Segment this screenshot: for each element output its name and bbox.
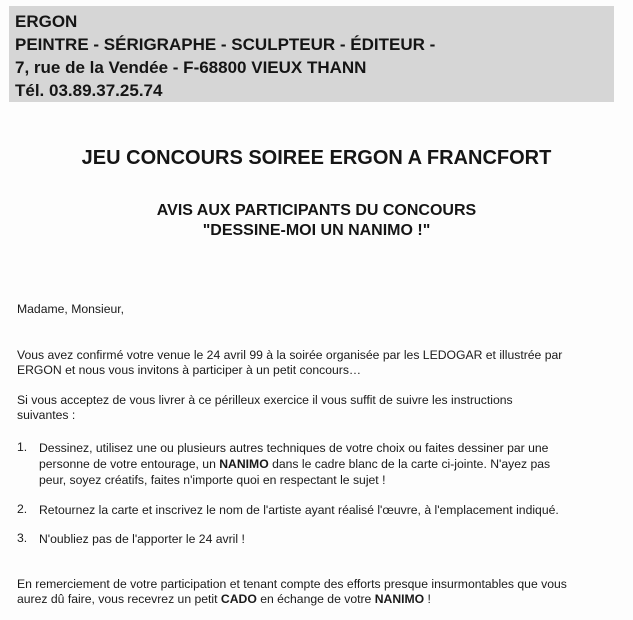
letterhead-name: ERGON xyxy=(15,12,78,31)
instruction-1-nanimo: NANIMO xyxy=(219,457,269,471)
closing-line1: En remerciement de votre participation et tenant compte des efforts presque insurmontables que vous xyxy=(17,577,567,591)
letterhead-address: 7, rue de la Vendée - F-68800 VIEUX THANN xyxy=(15,58,367,77)
closing-line2-end: ! xyxy=(424,592,431,606)
greeting: Madame, Monsieur, xyxy=(17,302,125,316)
document-subtitle-line1: AVIS AUX PARTICIPANTS DU CONCOURS xyxy=(156,202,477,219)
closing-cado: CADO xyxy=(220,592,257,606)
instruction-2-line1: Retournez la carte et inscrivez le nom de l'artiste ayant réalisé l'œuvre, à l'emplacement indiqué. xyxy=(39,503,559,517)
letterhead-profession: PEINTRE - SÉRIGRAPHE - SCULPTEUR - ÉDITEUR - xyxy=(15,35,436,54)
letterhead-phone: Tél. 03.89.37.25.74 xyxy=(15,81,163,100)
instruction-1-line2-start: personne de votre entourage, un xyxy=(39,457,220,471)
letterhead xyxy=(9,6,614,102)
document-subtitle-line2: "DESSINE-MOI UN NANIMO !" xyxy=(202,222,431,239)
closing-line2 xyxy=(17,592,431,607)
instruction-1-line2 xyxy=(39,456,550,472)
instruction-number: 2. xyxy=(17,502,28,516)
instruction-1-line1: Dessinez, utilisez une ou plusieurs autres techniques de votre choix ou faites dessiner par une xyxy=(39,441,549,455)
document-title: JEU CONCOURS SOIREE ERGON A FRANCFORT xyxy=(81,147,552,169)
conditions-line2: suivantes : xyxy=(17,408,76,422)
intro-line1: Vous avez confirmé votre venue le 24 avril 99 à la soirée organisée par les LEDOGAR et illustrée par xyxy=(17,348,563,362)
intro-line2: ERGON et nous vous invitons à participer à un petit concours… xyxy=(17,363,362,377)
closing-line2-middle: en échange de votre xyxy=(256,592,375,606)
instruction-number: 3. xyxy=(17,531,28,545)
closing-line2-start: aurez dû faire, vous recevrez un petit xyxy=(17,592,221,606)
closing-nanimo: NANIMO xyxy=(374,592,425,606)
instruction-1-line3: peur, soyez créatifs, faites n'importe quoi en respectant le sujet ! xyxy=(39,473,386,487)
instruction-3-line1: N'oubliez pas de l'apporter le 24 avril ! xyxy=(39,532,245,546)
conditions-line1: Si vous acceptez de vous livrer à ce périlleux exercice il vous suffit de suivre les instructions xyxy=(17,393,513,407)
instruction-number: 1. xyxy=(17,440,28,454)
instruction-1-line2-end: dans le cadre blanc de la carte ci-jointe. N'ayez pas xyxy=(268,457,551,471)
